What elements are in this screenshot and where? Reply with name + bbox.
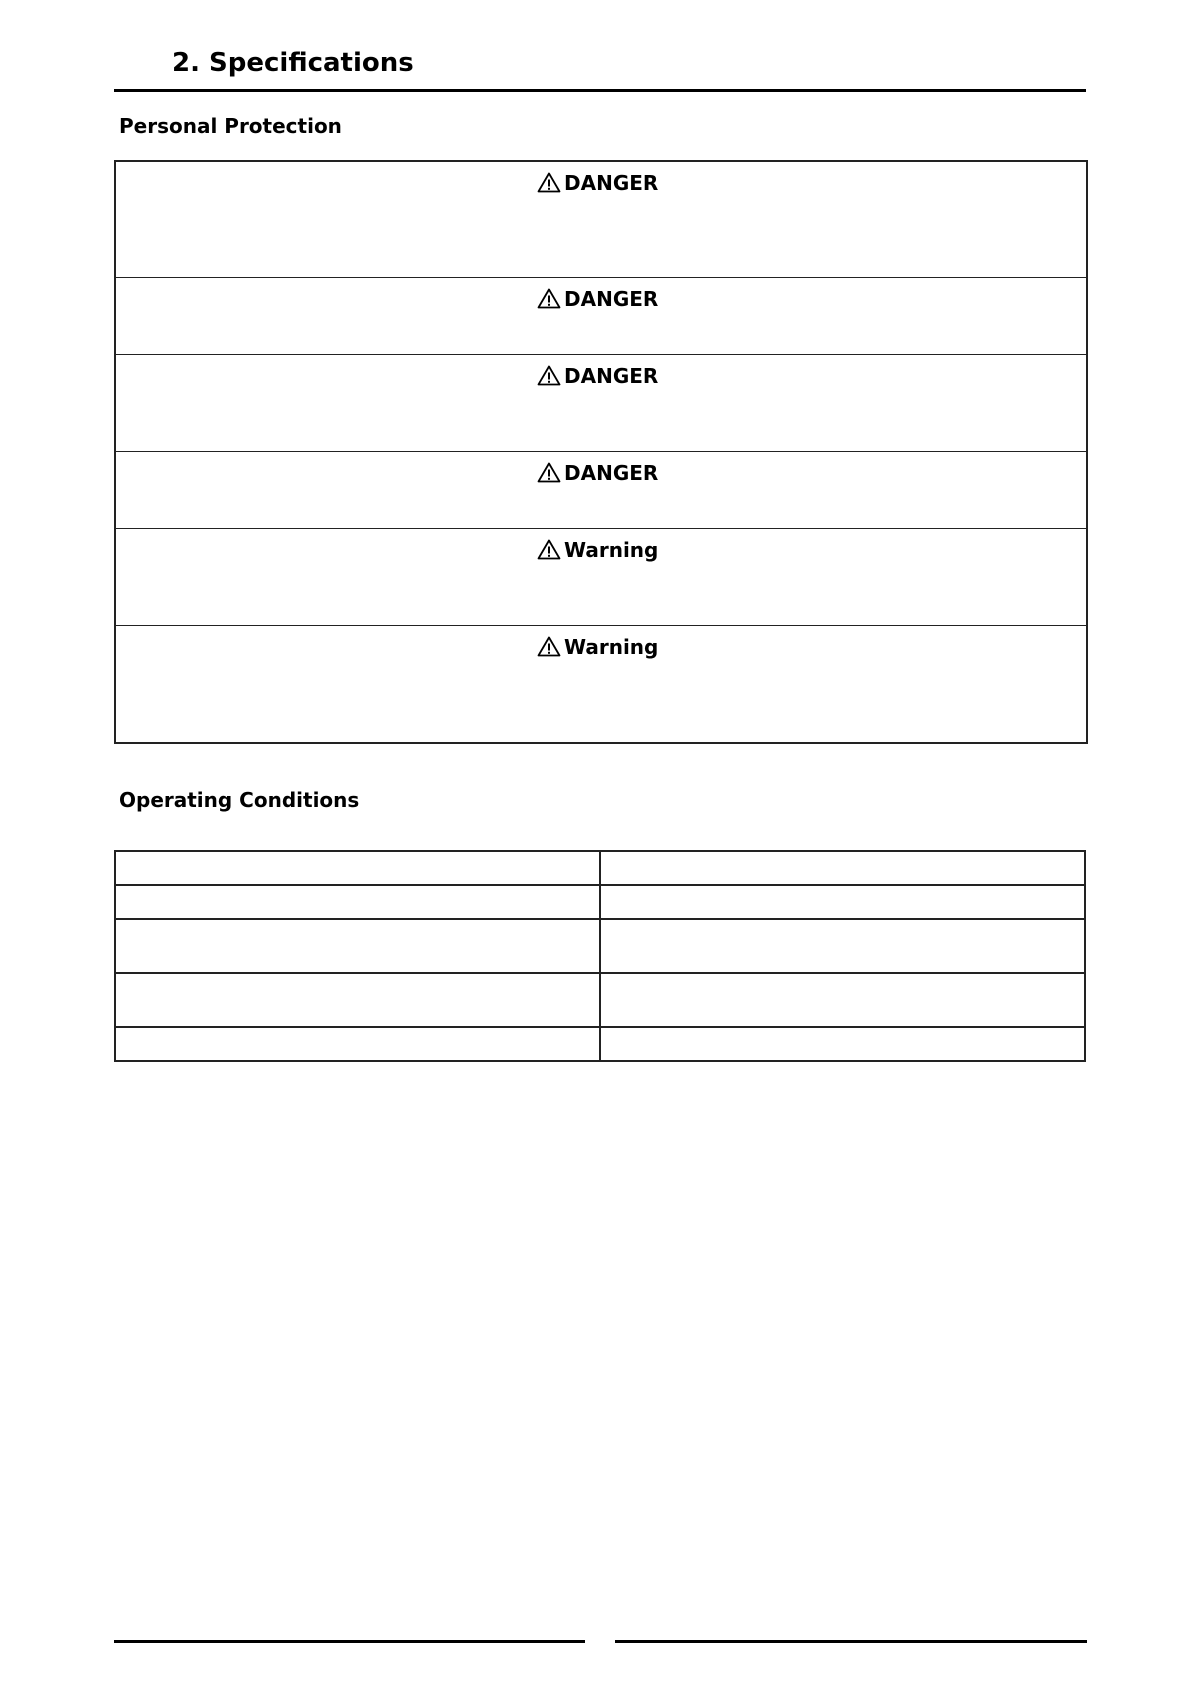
warning-triangle-icon <box>537 636 561 657</box>
notice-label-text: DANGER <box>564 170 659 195</box>
operating-conditions-table <box>114 850 1086 1062</box>
personal-protection-heading: Personal Protection <box>119 114 342 138</box>
notice-label-text: DANGER <box>564 286 659 311</box>
safety-notices-box <box>114 160 1088 744</box>
table-row <box>115 885 1085 919</box>
notice-label <box>537 462 658 483</box>
notice-label-text: Warning <box>564 537 659 562</box>
notice-label <box>537 172 658 193</box>
danger-notice-2 <box>116 278 1086 355</box>
table-row <box>115 919 1085 973</box>
table-row <box>115 1027 1085 1061</box>
warning-triangle-icon <box>537 288 561 309</box>
notice-label <box>537 288 658 309</box>
notice-label <box>537 365 658 386</box>
notice-label-text: DANGER <box>564 460 659 485</box>
danger-notice-3 <box>116 355 1086 452</box>
table-row <box>115 973 1085 1027</box>
notice-label <box>537 539 658 560</box>
table-row <box>115 851 1085 885</box>
title-divider <box>114 89 1086 92</box>
warning-triangle-icon <box>537 365 561 386</box>
table-cell <box>115 851 600 885</box>
table-cell <box>600 919 1085 973</box>
warning-notice-2 <box>116 626 1086 742</box>
operating-conditions-heading: Operating Conditions <box>119 788 360 812</box>
table-cell <box>600 973 1085 1027</box>
footer-divider-left <box>114 1640 585 1643</box>
footer-divider-right <box>615 1640 1087 1643</box>
table-cell <box>600 851 1085 885</box>
warning-notice-1 <box>116 529 1086 626</box>
notice-label <box>537 636 658 657</box>
table-cell <box>115 973 600 1027</box>
notice-label-text: Warning <box>564 634 659 659</box>
table-cell <box>600 1027 1085 1061</box>
page-title: 2. Specifications <box>172 48 414 78</box>
table-cell <box>115 885 600 919</box>
notice-label-text: DANGER <box>564 363 659 388</box>
warning-triangle-icon <box>537 172 561 193</box>
table-cell <box>600 885 1085 919</box>
table-cell <box>115 1027 600 1061</box>
warning-triangle-icon <box>537 462 561 483</box>
danger-notice-1 <box>116 162 1086 278</box>
table-cell <box>115 919 600 973</box>
danger-notice-4 <box>116 452 1086 529</box>
warning-triangle-icon <box>537 539 561 560</box>
